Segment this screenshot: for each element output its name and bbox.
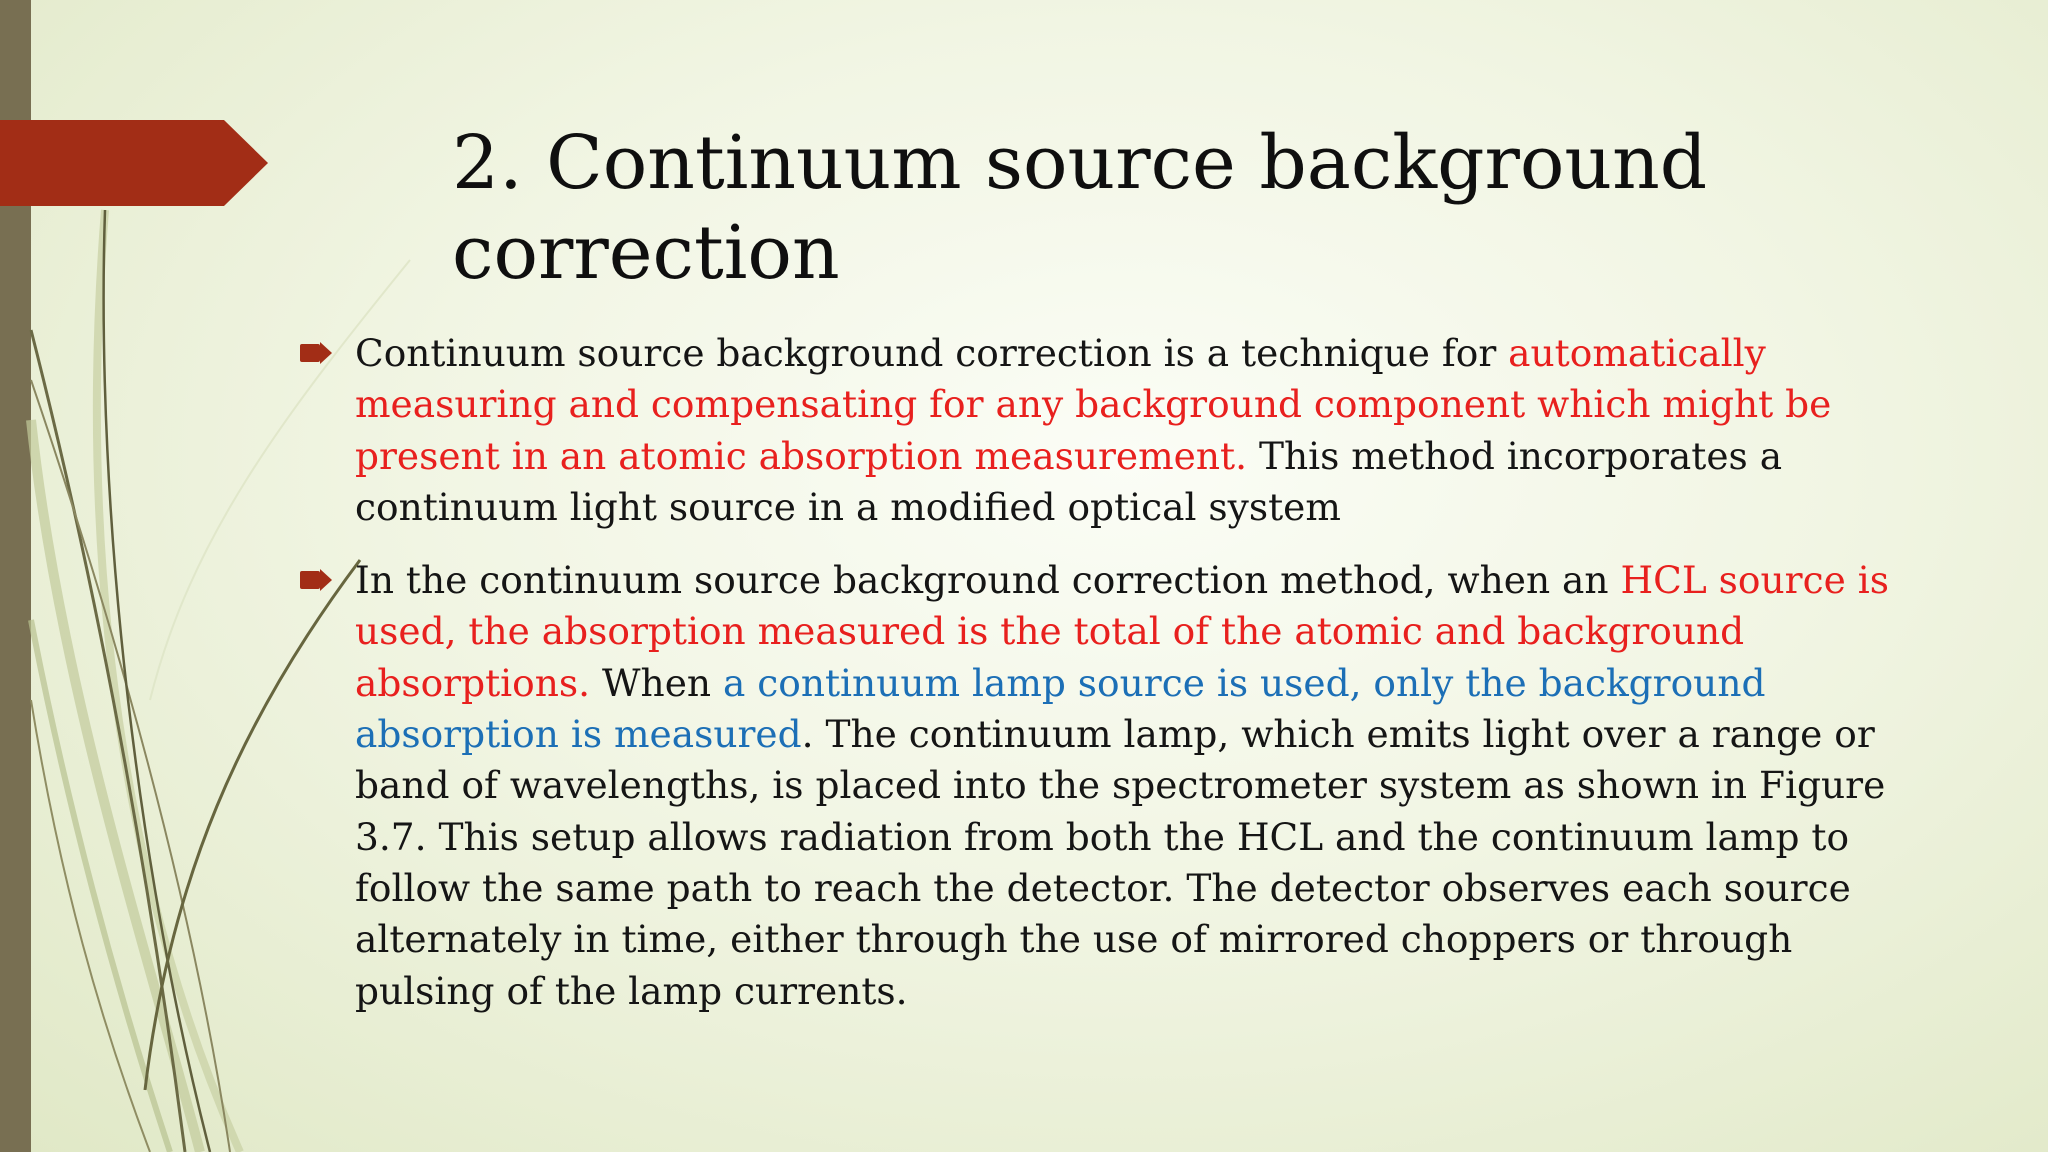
bullet-text-plain: This method incorporates a continuum light source in a modified optical system bbox=[355, 433, 1783, 529]
bullet-text-plain: Continuum source background correction is a technique for bbox=[355, 331, 1509, 375]
bullet-text-highlight-blue: a continuum lamp source is used, only the background absorption is measured bbox=[355, 660, 1766, 757]
bullet-item bbox=[300, 328, 1920, 533]
bullet-text-highlight-red: automatically measuring and compensating for any background component which might be present in an atomic absorption measurement. bbox=[355, 331, 1832, 478]
slide-title: 2. Continuum source background correction bbox=[452, 120, 1708, 296]
arrow-bullet-icon bbox=[300, 342, 332, 364]
bullet-text-plain: In the continuum source background correction method, when an bbox=[355, 558, 1621, 603]
bullet-text-plain: . The continuum lamp, which emits light over a range or band of wavelengths, is placed into the spectrometer system as shown in Figure 3.7. This setup allows radiation from both the HCL and the continuum lamp to follow the same path to reach the detector. The detector observes each source alternately in time, either through the use of mirrored choppers or through pulsing of the lamp currents. bbox=[355, 712, 1886, 1013]
bullet-item bbox=[300, 555, 1920, 1017]
bullet-list bbox=[300, 328, 1920, 1017]
bullet-text-plain: When bbox=[590, 660, 723, 705]
arrow-bullet-icon bbox=[300, 569, 332, 591]
bullet-text-highlight-red: HCL source is used, the absorption measured is the total of the atomic and background absorptions. bbox=[355, 558, 1889, 705]
title-marker-pentagon-icon bbox=[0, 120, 268, 206]
